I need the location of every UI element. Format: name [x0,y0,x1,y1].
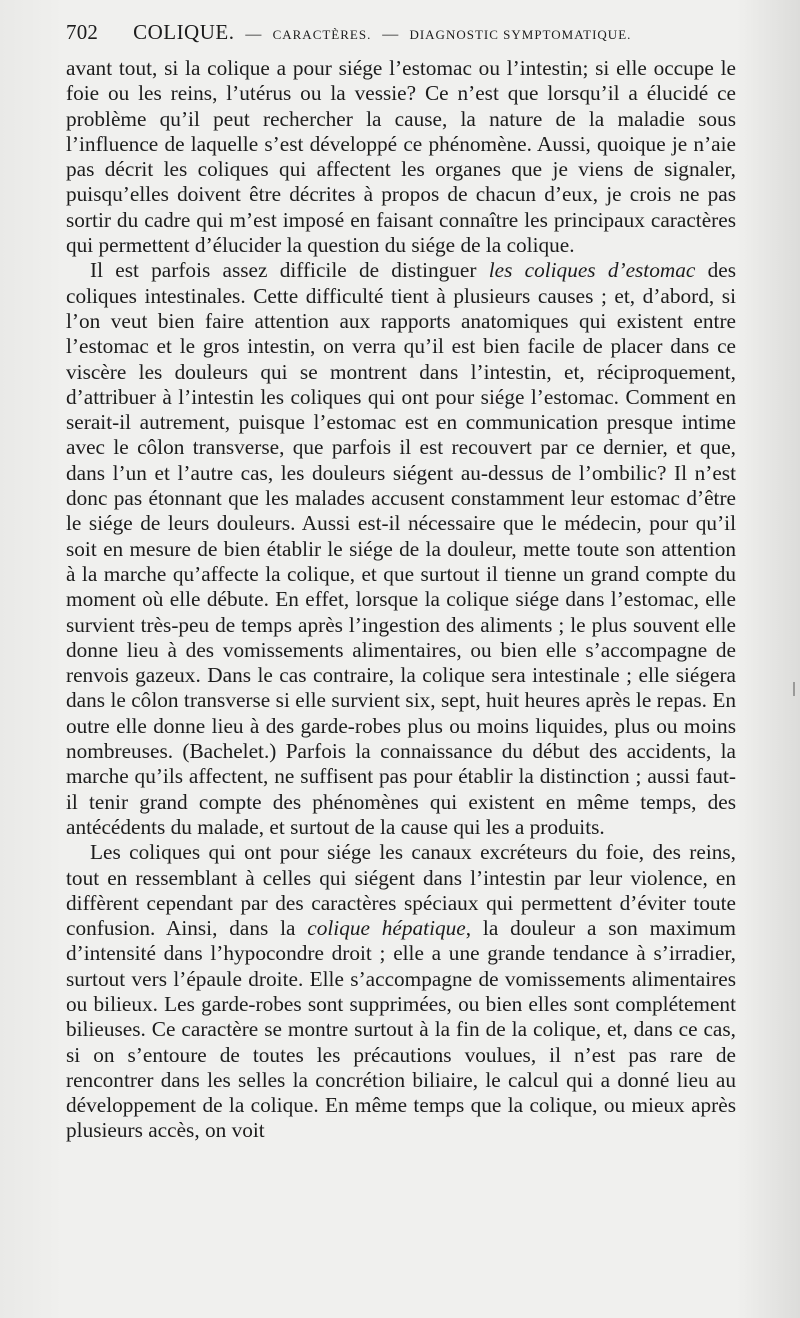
text-run: des coliques intestinales. Cette difficulté tient à plusieurs causes ; et, d’abord, si l’on veut bien faire attention aux rapports anatomiques qui existent entre l’estomac et le gros intestin, on verra qu’il est bien facile de placer dans ce viscère les douleurs qui se montrent dans l’intestin, et, réciproquement, d’attribuer à l’intestin les coliques qui ont pour siége l’estomac. Comment en serait-il autrement, puisque l’estomac est en communication presque intime avec le côlon transverse, que parfois il est recouvert par ce dernier, et que, dans l’un et l’autre cas, les douleurs siégent au-dessus de l’ombilic? Il n’est donc pas étonnant que les malades accusent constamment leur estomac d’être le siége de leurs douleurs. Aussi est-il nécessaire que le médecin, pour qu’il soit en mesure de bien établir le siége de la douleur, mette toute son attention à la marche qu’affecte la colique, et que surtout il tienne un grand compte du moment où elle débute. En effet, lorsque la colique siége dans l’estomac, elle survient très-peu de temps après l’ingestion des aliments ; le plus souvent elle donne lieu à des vomissements alimentaires, ou bien elle s’accompagne de renvois gazeux. Dans le cas contraire, la colique sera intestinale ; elle siégera dans le côlon transverse si elle survient six, sept, huit heures après le repas. En outre elle donne lieu à des garde-robes plus ou moins liquides, plus ou moins nombreuses. (Bachelet.) Parfois la connaissance du début des accidents, la marche qu’ils affectent, ne suffisent pas pour établir la distinction ; aussi faut-il tenir grand compte des phénomènes qui existent en même temps, des antécédents du malade, et surtout de la cause qui les a produits. [66,258,736,839]
paragraph [66,840,736,1144]
header-separator: — [245,26,262,43]
italic-term: colique hépatique [307,916,466,941]
text-run: avant tout, si la colique a pour siége l’estomac ou l’intestin; si elle occupe le foie ou les reins, l’utérus ou la vessie? Ce n’est que lorsqu’il a élucidé ce problème qu’il peut rechercher la cause, la nature de la maladie sous l’influence de laquelle s’est développé ce phénomène. Aussi, quoique je n’aie pas décrit les coliques qui affectent les organes que je viens de signaler, puisqu’elles doivent être décrites à propos de chacun d’eux, je crois ne pas sortir du cadre qui m’est imposé en faisant connaître les principaux caractères qui permettent d’élucider la question du siége de la colique. [66,56,736,258]
page-number: 702 [66,20,99,44]
running-head [66,20,736,50]
section-title: CARACTÈRES. [272,27,372,42]
paragraph [66,258,736,840]
text-run: Il est parfois assez difficile de distinguer [90,258,489,283]
text-run: , la douleur a son maximum d’intensité dans l’hypocondre droit ; elle a une grande tendance à s’irradier, surtout vers l’épaule droite. Elle s’accompagne de vomissements alimentaires ou bilieux. Les garde-robes sont supprimées, ou bien elles sont complétement bilieuses. Ce caractère se montre surtout à la fin de la colique, et, dans ce cas, si on s’entoure de toutes les précautions voulues, il n’est pas rare de rencontrer dans les selles la concrétion biliaire, le calcul qui a donné lieu au développement de la colique. En même temps que la colique, ou mieux après plusieurs accès, on voit [66,916,736,1143]
subsection-title: DIAGNOSTIC SYMPTOMATIQUE. [409,27,632,42]
chapter-title: COLIQUE. [133,20,235,44]
italic-term: les coliques d’estomac [488,258,696,283]
text-run: Les coliques qui ont pour siége les canaux excréteurs du foie, des reins, tout en ressemblant à celles qui siégent dans l’intestin par leur violence, en diffèrent cependant par des caractères spéciaux qui permettent d’éviter toute confusion. Ainsi, dans la [66,840,736,941]
paragraph [66,56,736,258]
header-separator: — [382,26,399,43]
body-text [66,56,736,1144]
print-speck [793,682,795,696]
